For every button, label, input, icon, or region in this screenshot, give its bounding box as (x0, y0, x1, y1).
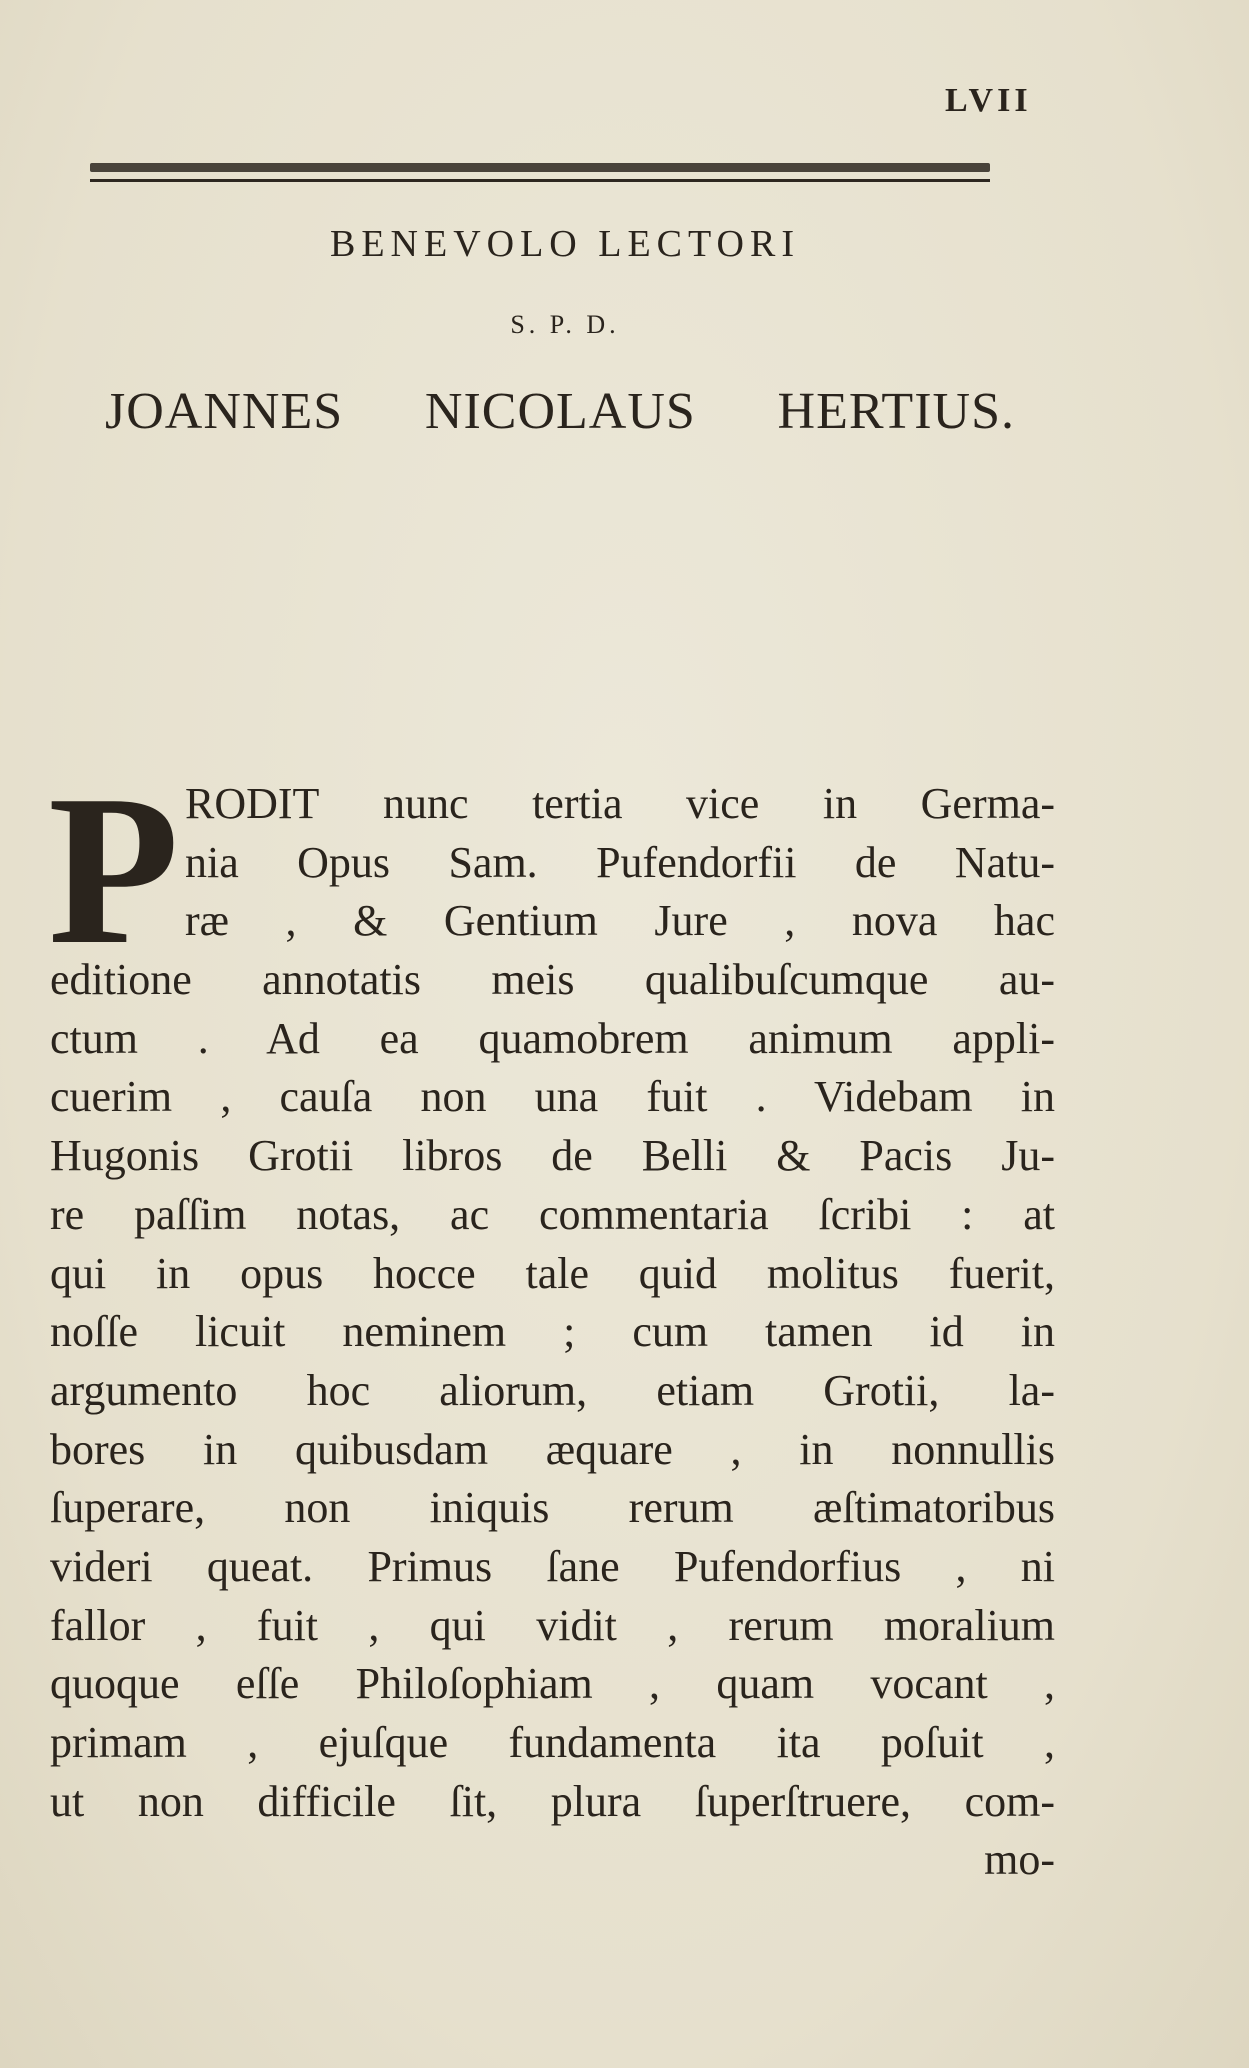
text-line: nia Opus Sam. Pufendorfii de Natu- (185, 837, 1055, 887)
text-line (185, 775, 1055, 834)
text-line: ſuperare, non iniquis rerum æſtimatoribus (50, 1483, 1055, 1533)
text-line: cuerim , cauſa non una fuit . Videbam in (50, 1072, 1055, 1122)
text-line: re paſſim notas, ac commentaria ſcribi : at (50, 1189, 1055, 1239)
author-name: JOANNES NICOLAUS HERTIUS. (105, 383, 1015, 440)
body-text (50, 775, 1055, 1890)
text-line: bores in quibusdam æquare , in nonnullis (50, 1424, 1055, 1474)
drop-cap: P (48, 750, 180, 989)
salutation: S. P. D. (510, 310, 620, 339)
text-line: fallor , fuit , qui vidit , rerum moralium (50, 1600, 1055, 1650)
first-word: RODIT (185, 779, 320, 828)
catchword: mo- (984, 1835, 1055, 1885)
text-line: quoque eſſe Philoſophiam , quam vocant , (50, 1659, 1055, 1709)
rule-line (90, 179, 990, 182)
text-line: videri queat. Primus ſane Pufendorfius , ni (50, 1541, 1055, 1591)
ornamental-rule (90, 163, 990, 172)
text-line: Hugonis Grotii libros de Belli & Pacis Ju- (50, 1131, 1055, 1181)
text-line: noſſe licuit neminem ; cum tamen id in (50, 1307, 1055, 1357)
text-line: qui in opus hocce tale quid molitus fuerit, (50, 1248, 1055, 1298)
page-number: LVII (945, 82, 1032, 119)
text-line: ut non difficile ſit, plura ſuperſtruere, com- (50, 1776, 1055, 1826)
text-line: ræ , & Gentium Jure , nova hac (185, 896, 1055, 946)
text-line-content: nunc tertia vice in Germa- (383, 779, 1055, 828)
text-line: argumento hoc aliorum, etiam Grotii, la- (50, 1365, 1055, 1415)
dedication-heading: BENEVOLO LECTORI (330, 223, 800, 265)
text-line: primam , ejuſque fundamenta ita poſuit , (50, 1718, 1055, 1767)
text-line: editione annotatis meis qualibuſcumque au- (50, 955, 1055, 1005)
text-line: ctum . Ad ea quamobrem animum appli- (50, 1013, 1055, 1063)
